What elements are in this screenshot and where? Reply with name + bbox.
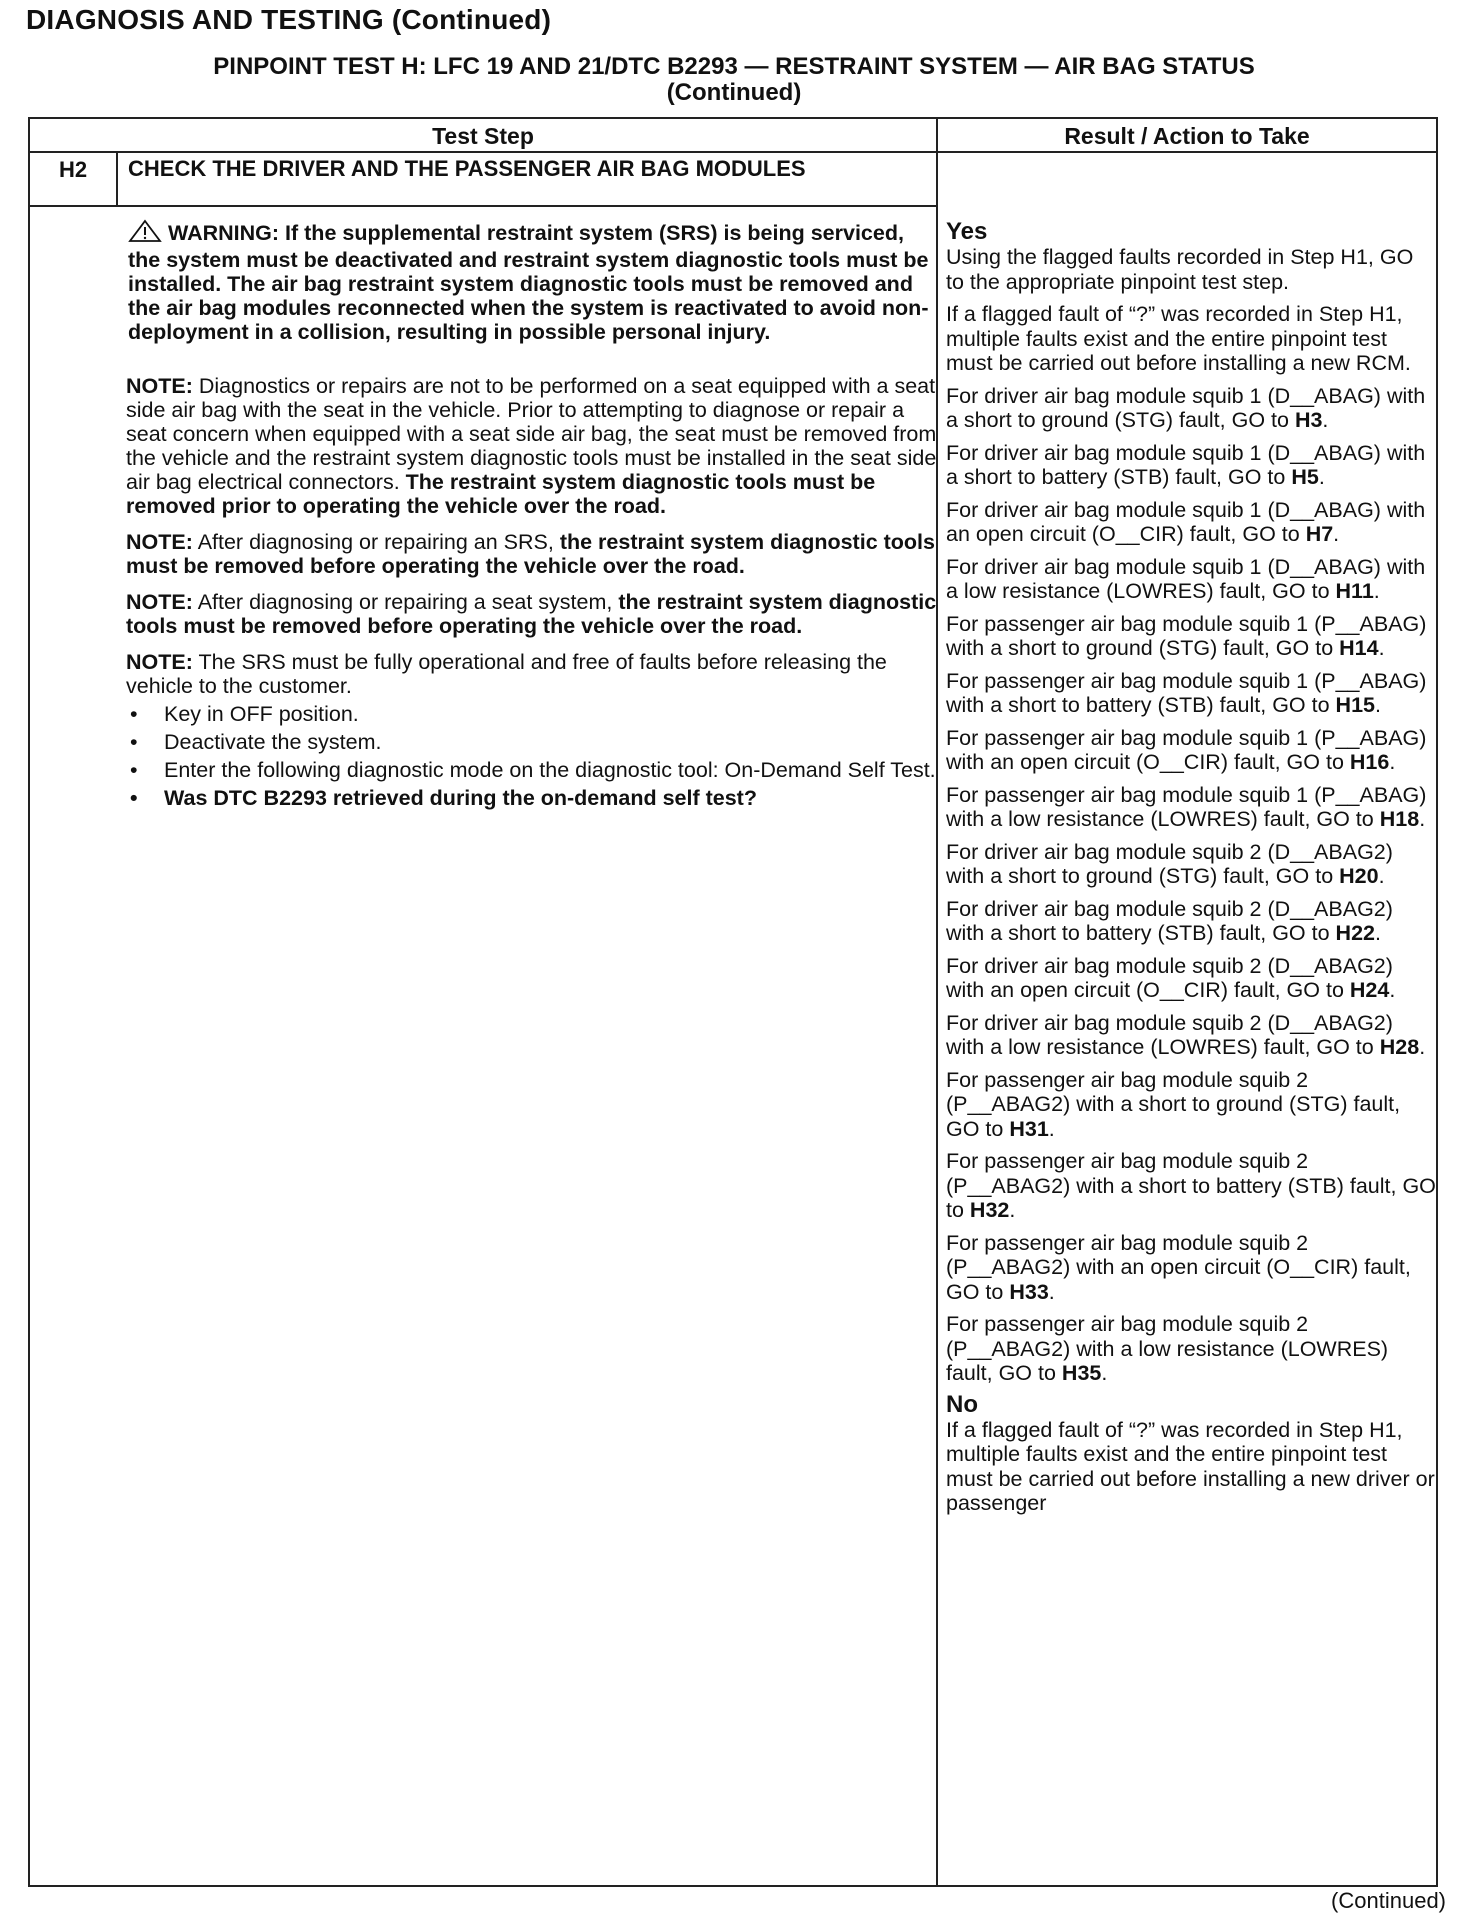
- goto-step: H18: [1379, 807, 1420, 831]
- bullet-question: • Was DTC B2293 retrieved during the on-demand self test?: [126, 786, 938, 810]
- no-action: If a flagged fault of “?” was recorded in Step H1, multiple faults exist and the entire pinpoint test must be carried out before installing a new driver or passenger: [946, 1417, 1435, 1515]
- goto-step: H24: [1349, 978, 1390, 1002]
- result-action-text: For passenger air bag module squib 1 (P__ABAG) with a low resistance (LOWRES) fault, GO to: [946, 782, 1427, 831]
- test-step-body: [126, 219, 938, 810]
- result-action-text: For passenger air bag module squib 2 (P__ABAG2) with a short to battery (STB) fault, GO to: [946, 1149, 1436, 1222]
- warning-triangle-icon: [128, 219, 162, 248]
- step-title: CHECK THE DRIVER AND THE PASSENGER AIR BAG MODULES: [128, 156, 806, 181]
- result-action: [946, 302, 1436, 376]
- result-body: [946, 219, 1436, 1516]
- pinpoint-test-title-line1: PINPOINT TEST H: LFC 19 AND 21/DTC B2293 — RESTRAINT SYSTEM — AIR BAG STATUS: [213, 53, 1255, 80]
- result-column-header: Result / Action to Take: [1064, 123, 1310, 149]
- result-action: For driver air bag module squib 1 (D__ABAG) with a short to battery (STB) fault, GO to H5.: [946, 440, 1426, 489]
- test-step-column-header: Test Step: [432, 123, 534, 149]
- goto-step: H15: [1335, 693, 1375, 717]
- pinpoint-test-title: [28, 54, 1440, 106]
- note-label: NOTE:: [126, 530, 193, 554]
- bullet-item: • Enter the following diagnostic mode on the diagnostic tool: On-Demand Self Test.: [126, 758, 938, 782]
- result-action: For driver air bag module squib 2 (D__ABAG2) with a short to ground (STG) fault, GO to H20.: [946, 839, 1393, 888]
- no-label: No: [946, 1390, 978, 1418]
- result-action: For passenger air bag module squib 2 (P__ABAG2) with a low resistance (LOWRES) fault, GO to H35.: [946, 1312, 1389, 1385]
- result-action: For passenger air bag module squib 1 (P__ABAG) with a short to ground (STG) fault, GO to H14.: [946, 611, 1427, 660]
- warning-text: WARNING: If the supplemental restraint system (SRS) is being serviced, the system must be deactivated and restraint system diagnostic tools must be installed. The air bag restraint system diagnostic tools must be removed and the air bag modules reconnected when the system is reactivated to avoid non-deployment in a collision, resulting in possible personal injury.: [128, 221, 929, 344]
- result-action-text: For driver air bag module squib 2 (D__ABAG2) with a short to ground (STG) fault, GO to: [946, 839, 1393, 888]
- goto-step: H28: [1379, 1035, 1420, 1059]
- step-title-rule: [30, 205, 938, 207]
- result-action-text: For passenger air bag module squib 2 (P__ABAG2) with an open circuit (O__CIR) fault, GO to: [946, 1230, 1411, 1304]
- note-text: The SRS must be fully operational and free of faults before releasing the vehicle to the customer.: [126, 650, 887, 698]
- page-heading: DIAGNOSIS AND TESTING (Continued): [26, 4, 552, 35]
- result-action: [946, 245, 1436, 294]
- result-action: For passenger air bag module squib 1 (P__ABAG) with a short to battery (STB) fault, GO to H15.: [946, 668, 1427, 717]
- goto-step: H3: [1294, 408, 1323, 432]
- result-action-text: If a flagged fault of “?” was recorded in Step H1, multiple faults exist and the entire pinpoint test must be carried out before installing a new RCM.: [946, 302, 1411, 375]
- result-action-text: For passenger air bag module squib 1 (P__ABAG) with an open circuit (O__CIR) fault, GO to: [946, 725, 1427, 774]
- step-number: H2: [58, 157, 88, 182]
- result-action-text: For passenger air bag module squib 1 (P__ABAG) with a short to battery (STB) fault, GO to: [946, 668, 1427, 717]
- result-action-text: For driver air bag module squib 2 (D__ABAG2) with a short to battery (STB) fault, GO to: [946, 896, 1393, 945]
- note-2: [126, 530, 938, 578]
- bullet-item: • Deactivate the system.: [126, 730, 938, 754]
- result-action-text: For driver air bag module squib 1 (D__ABAG) with a short to ground (STG) fault, GO to: [946, 383, 1426, 432]
- note-emphasis: the restraint system diagnostic tools must be removed before operating the vehicle over the road.: [126, 530, 935, 578]
- result-action-text: For driver air bag module squib 1 (D__ABAG) with a low resistance (LOWRES) fault, GO to: [946, 554, 1426, 603]
- step-number-divider: [116, 153, 118, 207]
- result-action-text: For driver air bag module squib 2 (D__ABAG2) with a low resistance (LOWRES) fault, GO to: [946, 1010, 1393, 1059]
- warning-block: [128, 219, 938, 344]
- result-action-text: For passenger air bag module squib 1 (P__ABAG) with a short to ground (STG) fault, GO to: [946, 611, 1427, 660]
- result-action: For driver air bag module squib 2 (D__ABAG2) with a short to battery (STB) fault, GO to H22.: [946, 896, 1393, 945]
- result-action: For passenger air bag module squib 2 (P__ABAG2) with a short to ground (STG) fault, GO to H31.: [946, 1067, 1401, 1141]
- note-emphasis: The restraint system diagnostic tools must be removed prior to operating the vehicle over the road.: [126, 470, 876, 518]
- result-action: For passenger air bag module squib 1 (P__ABAG) with an open circuit (O__CIR) fault, GO to H16.: [946, 725, 1427, 774]
- result-action: For passenger air bag module squib 2 (P__ABAG2) with a short to battery (STB) fault, GO to H32.: [946, 1149, 1436, 1222]
- result-action-text: Using the flagged faults recorded in Step H1, GO to the appropriate pinpoint test step.: [946, 245, 1414, 294]
- result-action: For passenger air bag module squib 1 (P__ABAG) with a low resistance (LOWRES) fault, GO to H18.: [946, 782, 1427, 831]
- result-action: For passenger air bag module squib 2 (P__ABAG2) with an open circuit (O__CIR) fault, GO to H33.: [946, 1230, 1411, 1304]
- result-action-text: For driver air bag module squib 1 (D__ABAG) with an open circuit (O__CIR) fault, GO to: [946, 497, 1426, 546]
- note-text: After diagnosing or repairing an SRS,: [197, 530, 554, 554]
- pinpoint-table: [28, 117, 1438, 1887]
- goto-step: H22: [1335, 921, 1375, 945]
- result-action: For driver air bag module squib 1 (D__ABAG) with a short to ground (STG) fault, GO to H3.: [946, 383, 1426, 432]
- note-text: After diagnosing or repairing a seat system,: [197, 590, 613, 614]
- result-action-text: For passenger air bag module squib 2 (P__ABAG2) with a low resistance (LOWRES) fault, GO to: [946, 1312, 1389, 1385]
- result-action: For driver air bag module squib 2 (D__ABAG2) with a low resistance (LOWRES) fault, GO to H28.: [946, 1010, 1426, 1059]
- goto-step: H5: [1291, 465, 1319, 489]
- pinpoint-test-title-line2: (Continued): [666, 79, 802, 106]
- note-emphasis: the restraint system diagnostic tools must be removed before operating the vehicle over the road.: [126, 590, 937, 638]
- goto-step: H16: [1349, 750, 1390, 774]
- note-4: [126, 650, 938, 698]
- note-text: Diagnostics or repairs are not to be performed on a seat equipped with a seat side air bag with the seat in the vehicle. Prior to attempting to diagnose or repair a seat concern when equipped with a seat side air bag, the seat must be removed from the vehicle and the restraint system diagnostic tools must be installed in the seat side air bag electrical connectors.: [126, 374, 937, 494]
- result-action-text: For driver air bag module squib 1 (D__ABAG) with a short to battery (STB) fault, GO to: [946, 440, 1426, 489]
- result-action: For driver air bag module squib 1 (D__ABAG) with a low resistance (LOWRES) fault, GO to H11.: [946, 554, 1426, 603]
- goto-step: H7: [1305, 522, 1334, 546]
- goto-step: H32: [969, 1198, 1010, 1222]
- note-label: NOTE:: [126, 650, 193, 674]
- result-action: For driver air bag module squib 1 (D__ABAG) with an open circuit (O__CIR) fault, GO to H7.: [946, 497, 1426, 546]
- goto-step: H11: [1335, 579, 1374, 603]
- goto-step: H31: [1009, 1116, 1049, 1141]
- bullet-item: • Key in OFF position.: [126, 702, 938, 726]
- result-action-text: For passenger air bag module squib 2 (P__ABAG2) with a short to ground (STG) fault, GO to: [946, 1067, 1401, 1141]
- result-action-text: For driver air bag module squib 2 (D__ABAG2) with an open circuit (O__CIR) fault, GO to: [946, 953, 1393, 1002]
- goto-step: H33: [1009, 1279, 1049, 1304]
- goto-step: H35: [1061, 1361, 1102, 1385]
- goto-step: H14: [1339, 636, 1379, 660]
- note-3: [126, 590, 938, 638]
- goto-step: H20: [1339, 864, 1379, 888]
- yes-label: Yes: [946, 218, 988, 245]
- note-1: [126, 374, 938, 518]
- continued-footer: (Continued): [1331, 1888, 1446, 1913]
- note-label: NOTE:: [126, 374, 193, 398]
- note-label: NOTE:: [126, 590, 193, 614]
- result-action: For driver air bag module squib 2 (D__ABAG2) with an open circuit (O__CIR) fault, GO to H24.: [946, 953, 1396, 1002]
